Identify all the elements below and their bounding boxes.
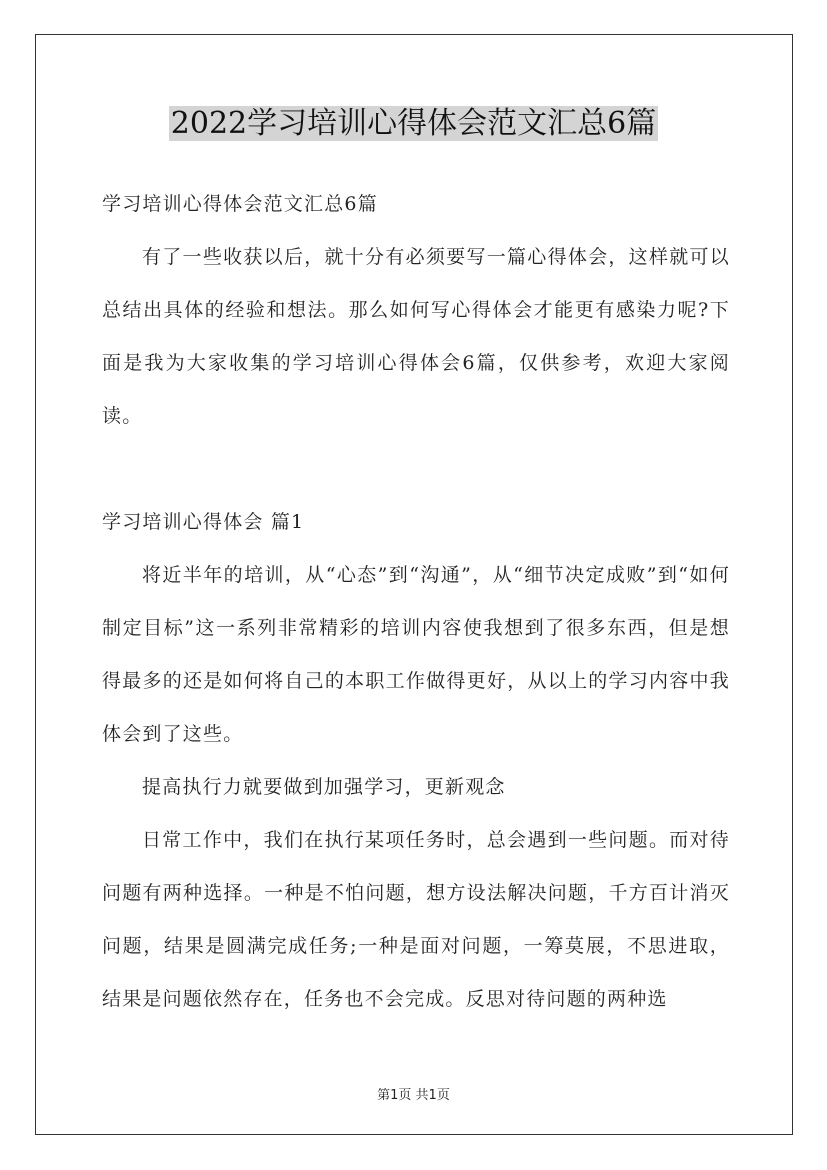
body-paragraph-1: 将近半年的培训，从“心态”到“沟通”，从“细节决定成败”到“如何制定目标”这一系列非常精彩的培训内容使我想到了很多东西，但是想得最多的还是如何将自己的本职工作做得更好，从以上的学习内容中我体会到了这些。	[102, 564, 730, 745]
document-subtitle: 学习培训心得体会范文汇总6篇	[102, 193, 378, 215]
page-footer: 第1页 共1页	[377, 1088, 450, 1103]
document-title-text: 2022学习培训心得体会范文汇总6篇	[170, 106, 657, 141]
paragraph-spacer	[102, 443, 730, 496]
body-paragraph-3: 日常工作中，我们在执行某项任务时，总会遇到一些问题。而对待问题有两种选择。一种是不怕问题，想方设法解决问题，千方百计消灭问题，结果是圆满完成任务;一种是面对问题，一筹莫展，不思进取，结果是问题依然存在，任务也不会完成。反思对待问题的两种选	[102, 829, 730, 1010]
section-heading: 学习培训心得体会 篇1	[102, 511, 305, 533]
document-body	[102, 178, 730, 1026]
intro-paragraph: 有了一些收获以后，就十分有必须要写一篇心得体会，这样就可以总结出具体的经验和想法。那么如何写心得体会才能更有感染力呢?下面是我为大家收集的学习培训心得体会6篇，仅供参考，欢迎大家阅读。	[102, 246, 730, 427]
document-title	[0, 100, 827, 148]
body-paragraph-2: 提高执行力就要做到加强学习，更新观念	[142, 776, 506, 798]
